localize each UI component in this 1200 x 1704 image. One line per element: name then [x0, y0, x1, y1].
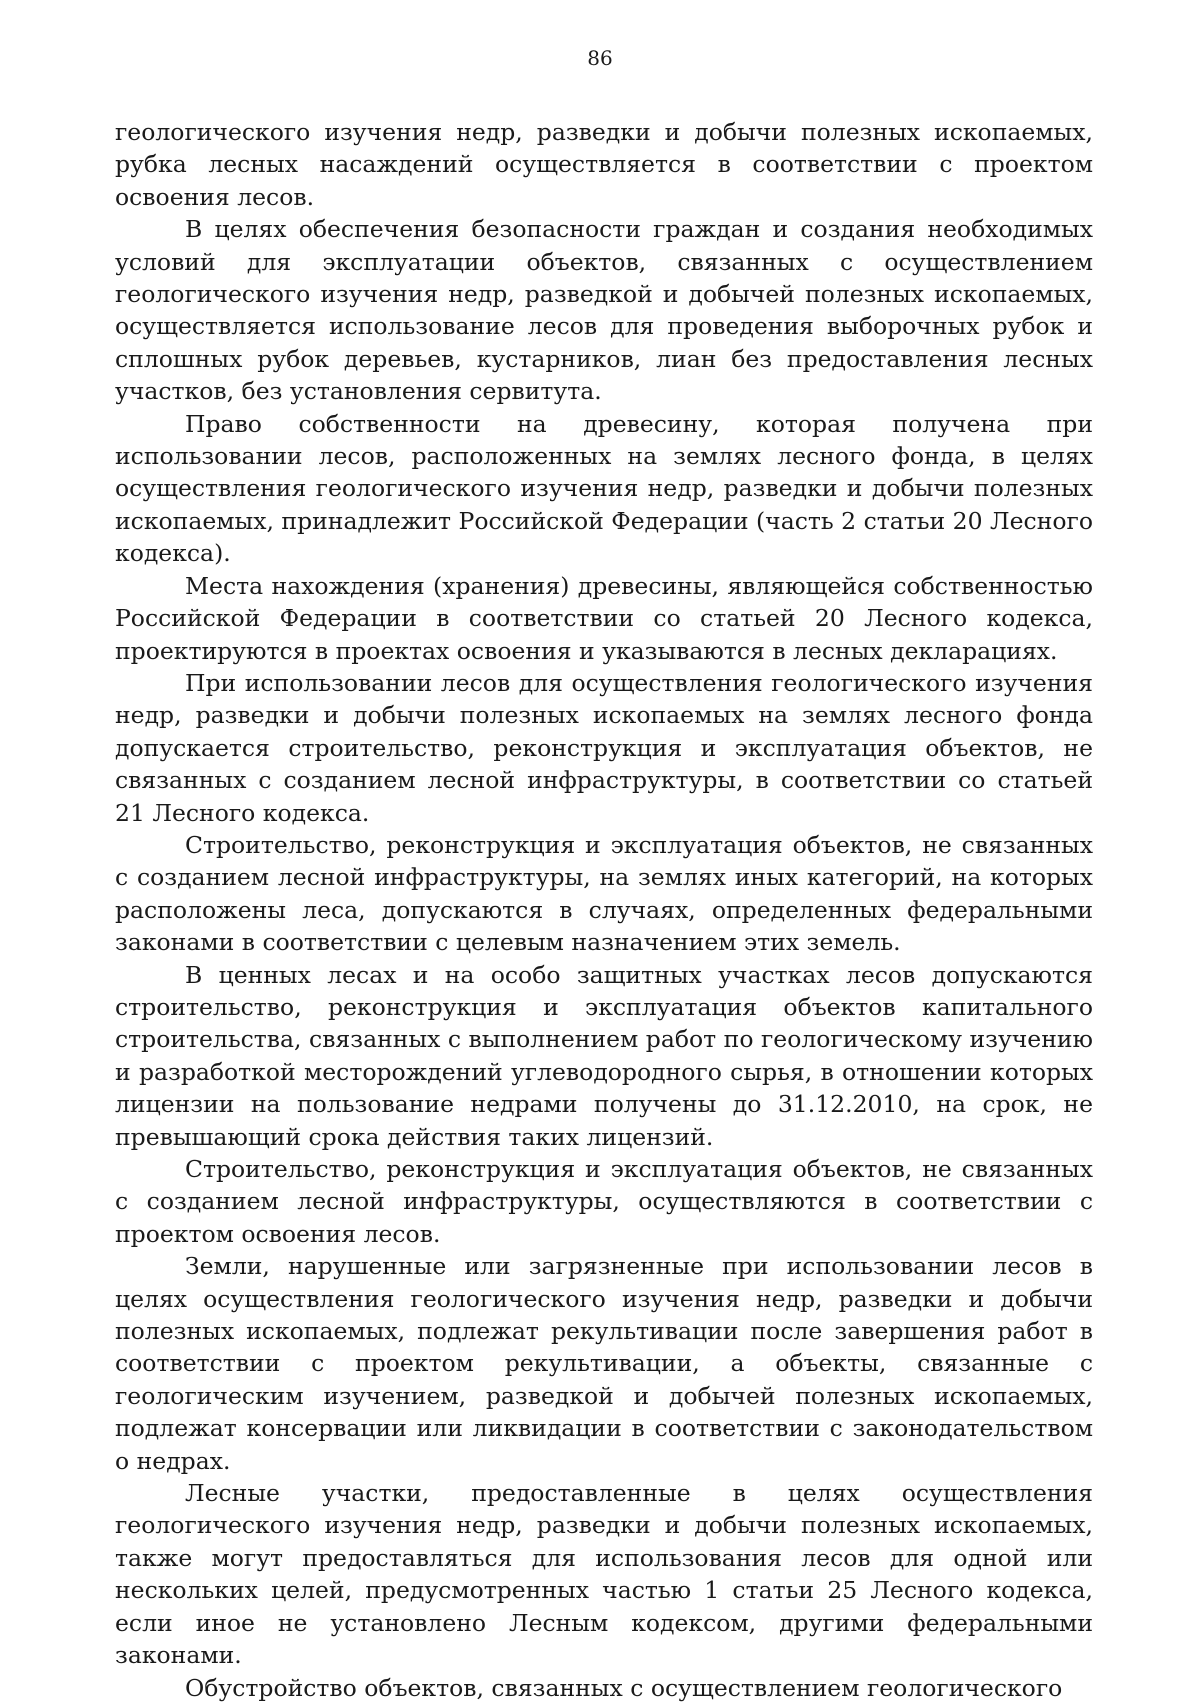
paragraph-truncated: Обустройство объектов, связанных с осуществлением геологического — [185, 1673, 1063, 1702]
document-body — [115, 116, 1093, 1704]
paragraph: Строительство, реконструкция и эксплуатация объектов, не связанных с созданием лесной инфраструктуры, осуществляются в соответствии с проектом освоения лесов. — [115, 1155, 1093, 1248]
paragraph: При использовании лесов для осуществления геологического изучения недр, разведки и добычи полезных ископаемых на землях лесного фонда допускается строительство, реконструкция и эксплуатация объектов, не связанных с созданием лесной инфраструктуры, в соответствии со статьей 21 Лесного кодекса. — [115, 668, 1093, 827]
paragraph: В целях обеспечения безопасности граждан и создания необходимых условий для эксплуатации объектов, связанных с осуществлением геологического изучения недр, разведкой и добычей полезных ископаемых, осуществляется использование лесов для проведения выборочных рубок и сплошных рубок деревьев, кустарников, лиан без предоставления лесных участков, без установления сервитута. — [115, 215, 1093, 406]
paragraph: Места нахождения (хранения) древесины, являющейся собственностью Российской Федерации в соответствии со статьей 20 Лесного кодекса, проектируются в проектах освоения и указываются в лесных декларациях. — [115, 571, 1093, 665]
paragraph: Строительство, реконструкция и эксплуатация объектов, не связанных с созданием лесной инфраструктуры, на землях иных категорий, на которых расположены леса, допускаются в случаях, определенных федеральными законами в соответствии с целевым назначением этих земель. — [115, 830, 1093, 957]
paragraph: Лесные участки, предоставленные в целях осуществления геологического изучения недр, разведки и добычи полезных ископаемых, также могут предоставляться для использования лесов для одной или нескольких целей, предусмотренных частью 1 статьи 25 Лесного кодекса, если иное не установлено Лесным кодексом, другими федеральными законами. — [115, 1479, 1093, 1670]
paragraph: Земли, нарушенные или загрязненные при использовании лесов в целях осуществления геологического изучения недр, разведки и добычи полезных ископаемых, подлежат рекультивации после завершения работ в соответствии с проектом рекультивации, а объекты, связанные с геологическим изучением, разведкой и добычей полезных ископаемых, подлежат консервации или ликвидации в соответствии с законодательством о недрах. — [115, 1252, 1093, 1475]
paragraph: В ценных лесах и на особо защитных участках лесов допускаются строительство, реконструкция и эксплуатация объектов капитального строительства, связанных с выполнением работ по геологическому изучению и разработкой месторождений углеводородного сырья, в отношении которых лицензии на пользование недрами получены до 31.12.2010, на срок, не превышающий срока действия таких лицензий. — [115, 960, 1093, 1151]
paragraph: Право собственности на древесину, которая получена при использовании лесов, расположенных на землях лесного фонда, в целях осуществления геологического изучения недр, разведки и добычи полезных ископаемых, принадлежит Российской Федерации (часть 2 статьи 20 Лесного кодекса). — [115, 409, 1093, 568]
page-number: 86 — [587, 46, 613, 70]
paragraph-continuation: геологического изучения недр, разведки и добычи полезных ископаемых, рубка лесных насаждений осуществляется в соответствии с проектом освоения лесов. — [115, 118, 1093, 211]
